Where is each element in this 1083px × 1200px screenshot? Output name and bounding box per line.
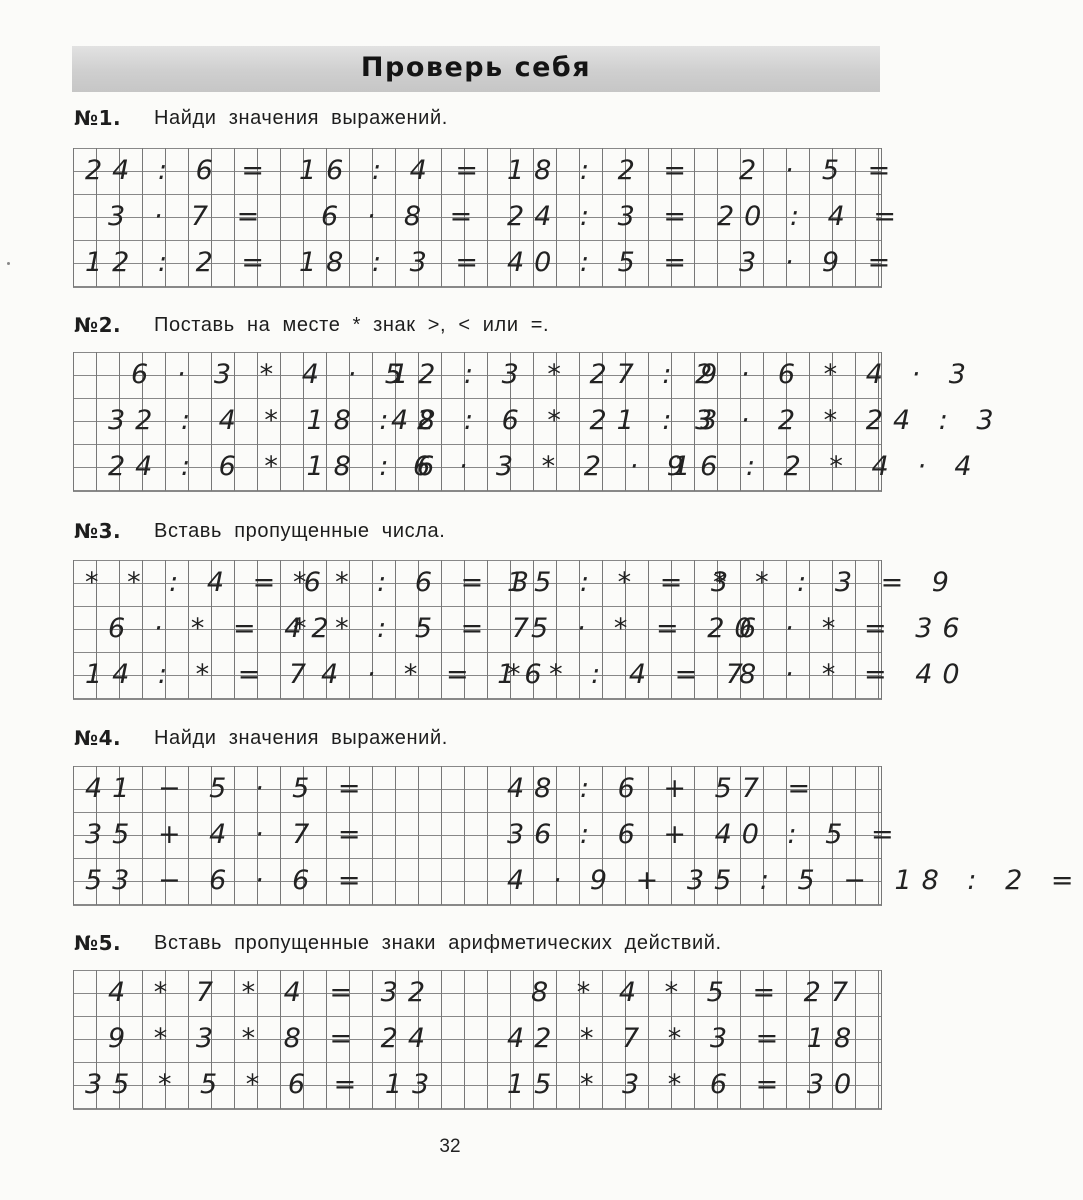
task-4-row-3 (73, 858, 1083, 904)
task-1-row-2 (73, 194, 907, 240)
expression: 12 : 2 = (85, 247, 275, 278)
task-5-number: №5. (74, 931, 122, 955)
task-5-row-3 (73, 1062, 881, 1108)
expression: 8 · * = 40 (739, 659, 970, 690)
expression: 6 · * = 42 (108, 613, 339, 644)
task-1-row-3 (73, 240, 901, 286)
task-5-row-2 (73, 1016, 881, 1062)
task-5-grid (73, 970, 882, 1110)
task-2-row-1 (73, 352, 976, 398)
expression: 3 · 7 = (108, 201, 270, 232)
expression: 3 · 2 * 24 : 3 (695, 405, 1004, 436)
task-3-row-3 (73, 652, 970, 698)
expression: 6 · 3 * 4 · 5 (131, 359, 412, 390)
title-banner (72, 46, 880, 92)
task-3-grid (73, 560, 970, 700)
page-number: 32 (439, 1136, 461, 1157)
task-3-text: Вставь пропущенные числа. (154, 520, 446, 542)
expression: 4 · * = 16 (321, 659, 552, 690)
task-2-text: Поставь на месте * знак >, < или =. (154, 314, 550, 336)
expression: 6 · * = 36 (739, 613, 970, 644)
task-4-row-1 (73, 766, 881, 812)
expression: 6 · 3 * 2 · 9 (413, 451, 694, 482)
expression: 35 * 5 * 6 = 13 (85, 1069, 440, 1100)
expression: 16 : 2 * 4 · 4 (673, 451, 982, 482)
expression: 48 : 6 * 21 : 3 (391, 405, 728, 436)
expression: 8 * 4 * 5 = 27 (531, 977, 859, 1008)
expression: 6 · 8 = (321, 201, 483, 232)
task-2-row-3 (73, 444, 982, 490)
task-1-text: Найди значения выражений. (154, 107, 448, 129)
expression: * * : 3 = 9 (713, 567, 959, 598)
task-3-row-1 (73, 560, 959, 606)
expression: 12 : 3 * 27 : 9 (391, 359, 728, 390)
task-3-row-2 (73, 606, 970, 652)
task-5-text: Вставь пропущенные знаки арифметических действий. (154, 932, 722, 954)
task-4-number: №4. (74, 726, 122, 750)
task-4-text: Найди значения выражений. (154, 727, 448, 749)
task-1-grid (73, 148, 907, 288)
expression: 15 * 3 * 6 = 30 (507, 1069, 862, 1100)
page-title: Проверь себя (360, 52, 592, 83)
expression: 4 · 9 + 35 : 5 − 18 : 2 = (507, 865, 1083, 896)
task-1-row-1 (73, 148, 901, 194)
task-2-row-2 (73, 398, 1004, 444)
expression: 32 : 4 * 18 : 2 (108, 405, 445, 436)
expression: * * : 5 = 7 (293, 613, 539, 644)
task-4-row-2 (73, 812, 904, 858)
task-2-number: №2. (74, 313, 122, 337)
expression: 41 − 5 · 5 = (85, 773, 371, 804)
expression: * * : 6 = 3 (293, 567, 539, 598)
expression: 3 · 9 = (739, 247, 901, 278)
expression: 36 : 6 + 40 : 5 = (507, 819, 904, 850)
task-1-number: №1. (74, 106, 122, 130)
expression: 18 : 3 = (299, 247, 489, 278)
stray-dot (7, 262, 10, 265)
task-3-number: №3. (74, 519, 122, 543)
expression: 18 : 2 = (507, 155, 697, 186)
expression: * * : 4 = 7 (507, 659, 753, 690)
expression: 48 : 6 + 57 = (507, 773, 821, 804)
expression: 40 : 5 = (507, 247, 697, 278)
expression: 2 · 5 = (739, 155, 901, 186)
expression: 24 : 6 * 18 : 6 (108, 451, 445, 482)
expression: 15 : * = 3 (507, 567, 739, 598)
expression: * * : 4 = 6 (85, 567, 331, 598)
expression: 53 − 6 · 6 = (85, 865, 371, 896)
task-5-row-1 (73, 970, 881, 1016)
expression: 4 * 7 * 4 = 32 (108, 977, 436, 1008)
expression: 2 · 6 * 4 · 3 (695, 359, 976, 390)
expression: 5 · * = 20 (531, 613, 762, 644)
task-4-grid (73, 766, 1083, 906)
task-2-grid (73, 352, 1004, 492)
expression: 35 + 4 · 7 = (85, 819, 371, 850)
expression: 14 : * = 7 (85, 659, 317, 690)
expression: 42 * 7 * 3 = 18 (507, 1023, 862, 1054)
expression: 9 * 3 * 8 = 24 (108, 1023, 436, 1054)
expression: 24 : 6 = (85, 155, 275, 186)
expression: 20 : 4 = (717, 201, 907, 232)
expression: 16 : 4 = (299, 155, 489, 186)
expression: 24 : 3 = (507, 201, 697, 232)
